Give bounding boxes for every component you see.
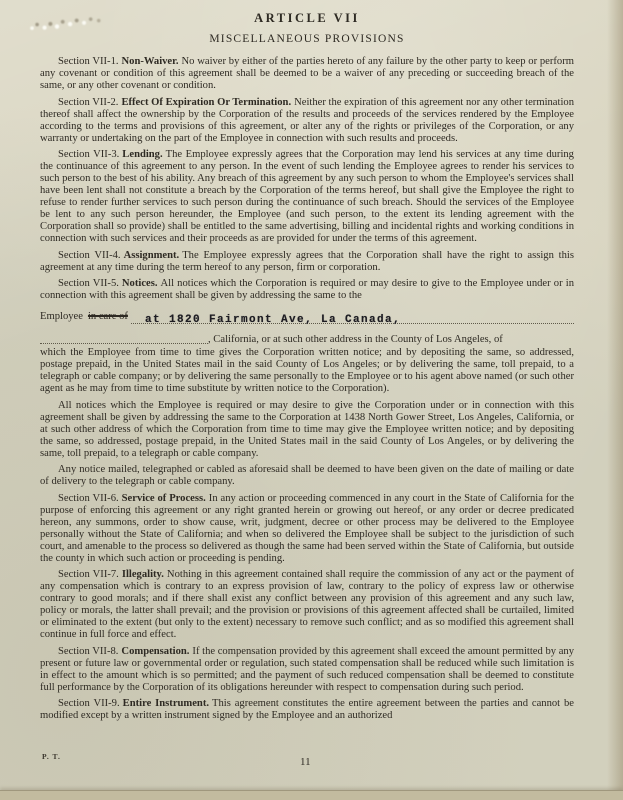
notice-continuation-paragraph: which the Employee from time to time gives the Corporation written notice; and by depositing the same, so addressed, postage prepaid, in the United States mail in the said County of Los Angeles; or by delivering the same, toll prepaid, to a telegraph or cable company; or by delivering the same personally to the Employee or to his agent above named (or such other agent as he may from time to time substitute by written notice to the Corporation).	[40, 347, 574, 394]
section-vii-6-heading: Service of Process.	[121, 492, 206, 504]
section-vii-3-heading: Lending.	[122, 149, 163, 160]
section-vii-6-body: In any action or proceeding commenced in any court in the State of California for the purpose of enforcing this agreement or any right granted herein or growing out hereof, or any order or decree predicated hereon, any summons, order to show cause, writ, judgment, decree or other process may be delivered to the Employee personally without the State of California; and when so delivered the Employee shall be subject to the jurisdiction of such court, and amenable to the process so delivered as though the same had been served within the State of California, but outside the county in which such action or proceeding is pending.	[40, 492, 574, 564]
section-vii-2-label: Section VII-2.	[58, 96, 119, 108]
section-vii-9-heading: Entire Instrument.	[122, 698, 210, 709]
section-vii-8	[40, 646, 574, 694]
section-vii-6-label: Section VII-6.	[58, 492, 119, 504]
page-number: 11	[300, 756, 311, 768]
section-vii-9-label: Section VII-9.	[58, 698, 120, 709]
section-vii-5-body: All notices which the Corporation is required or may desire to give to the Employee under or in connection with this agreement shall be given by addressing the same to the	[40, 278, 574, 301]
section-vii-7-body: Nothing in this agreement contained shall require the commission of any act or the payment of any compensation which is contrary to an express provision of law, contrary to the policy of express law or otherwise contrary to good morals; and if there shall exist any conflict between any provision of this agreement and any such law, policy or morals, the latter shall prevail; and the provision or provisions of this agreement affected shall be curtailed, limited or eliminated to the extent (but only to the extent) necessary to remove such conflict; and as so modified this agreement shall continue in full force and effect.	[40, 569, 574, 640]
struck-in-care-of: in care of	[87, 311, 128, 322]
section-vii-9	[40, 698, 574, 722]
section-vii-1-body: No waiver by either of the parties hereto of any failure by the other party to keep or perform any covenant or condition of this agreement shall be deemed to be a waiver of any preceding or succeeding breach of the same, or any other covenant or condition.	[40, 56, 574, 91]
fill-line2-text: , California, or at such other address in the County of Los Angeles, of	[208, 334, 503, 345]
section-vii-6	[40, 493, 574, 565]
notice-address-fill-line	[40, 311, 574, 324]
section-vii-7	[40, 569, 574, 641]
section-vii-7-heading: Illegality.	[121, 569, 164, 580]
section-vii-5-heading: Notices.	[121, 278, 158, 289]
fill-prefix: Employee	[40, 311, 83, 322]
article-title: ARTICLE VII	[254, 11, 360, 25]
section-vii-2-heading: Effect Of Expiration Or Termination.	[121, 96, 292, 108]
section-vii-3-body: The Employee expressly agrees that the Corporation may lend his services at any time during the continuance of this agreement to any person. In the event of such lending the Employee agrees to render his services to such person to the best of his ability. Any breach of this agreement by any such person to whom the Employee's services shall have been lent shall not constitute a breach by the Corporation of the terms hereof, but shall give the Employee the right to refuse to render further services to such person during the continuance of such breach. Should the services of the Employee be lent to any such person hereunder, the Employee (and such person, to the extent its lending agreement with the Corporation shall so provide) shall be entitled to the same advertising, billing and incidental rights and working conditions in connection with such services and their proceeds as are provided for under the terms of this agreement.	[40, 149, 574, 244]
section-vii-8-body: If the compensation provided by this agreement shall exceed the amount permitted by any present or future law or governmental order or regulation, such stated compensation shall be reduced while such limitation is in effect to the amount which is so permitted; and the payment of such reduced compensation shall be deemed to constitute full performance by the Corporation of its obligations hereunder with respect to compensation during such period.	[40, 645, 574, 693]
footer-initials: P. T.	[42, 752, 61, 761]
section-vii-3-label: Section VII-3.	[58, 149, 120, 160]
dotted-leader-line	[131, 311, 574, 324]
section-vii-5-label: Section VII-5.	[58, 278, 119, 289]
section-vii-9-body: This agreement constitutes the entire agreement between the parties and cannot be modified except by a written instrument signed by the Employee and an authorized	[40, 698, 574, 721]
page-bottom-edge	[0, 790, 623, 800]
notice-corporation-paragraph: All notices which the Employee is required or may desire to give the Corporation under or in connection with this agreement shall be given by addressing the same to the Corporation at 1438 North Gower Street, Los Angeles, California, or at such other address of which the Corporation from time to time may give the Employee written notice; and by depositing the same, so addressed, postage prepaid, in the United States mail in the said County of Los Angeles, or by delivering the same, toll prepaid, to a telegraph or cable company.	[40, 399, 574, 459]
section-vii-3	[40, 149, 574, 245]
section-vii-4	[40, 250, 574, 274]
page-content	[40, 12, 574, 722]
notice-mailing-paragraph: Any notice mailed, telegraphed or cabled as aforesaid shall be deemed to have been given on the date of mailing or date of delivery to the telegraph or cable company.	[40, 464, 574, 487]
section-vii-2-body: Neither the expiration of this agreement nor any other termination thereof shall affect the ownership by the Corporation of the results and proceeds of the services rendered by the Employee according to the terms and provisions of this agreement, or alter any of the rights or privileges of the Corporation, or any warranty or undertaking on the part of the Employee in connection with such results and proceeds.	[40, 96, 574, 144]
section-vii-1	[40, 56, 574, 92]
section-vii-7-label: Section VII-7.	[58, 569, 119, 580]
dotted-leader-line-2	[40, 343, 208, 344]
section-vii-5	[40, 278, 574, 302]
article-subtitle: MISCELLANEOUS PROVISIONS	[209, 33, 405, 45]
section-vii-1-heading: Non-Waiver.	[121, 56, 179, 67]
notice-address-fill-line-2	[40, 334, 574, 346]
section-vii-4-label: Section VII-4.	[58, 249, 121, 261]
section-vii-2	[40, 97, 574, 145]
typed-address-text: at 1820 Fairmont Ave, La Canada,	[144, 314, 401, 326]
section-vii-4-heading: Assignment.	[123, 249, 180, 261]
section-vii-4-body: The Employee expressly agrees that the Corporation shall have the right to assign this agreement at any time during the term hereof to any person, firm or corporation.	[40, 249, 574, 273]
section-vii-8-heading: Compensation.	[121, 645, 190, 657]
section-vii-1-label: Section VII-1.	[58, 56, 119, 67]
section-vii-8-label: Section VII-8.	[58, 645, 119, 657]
